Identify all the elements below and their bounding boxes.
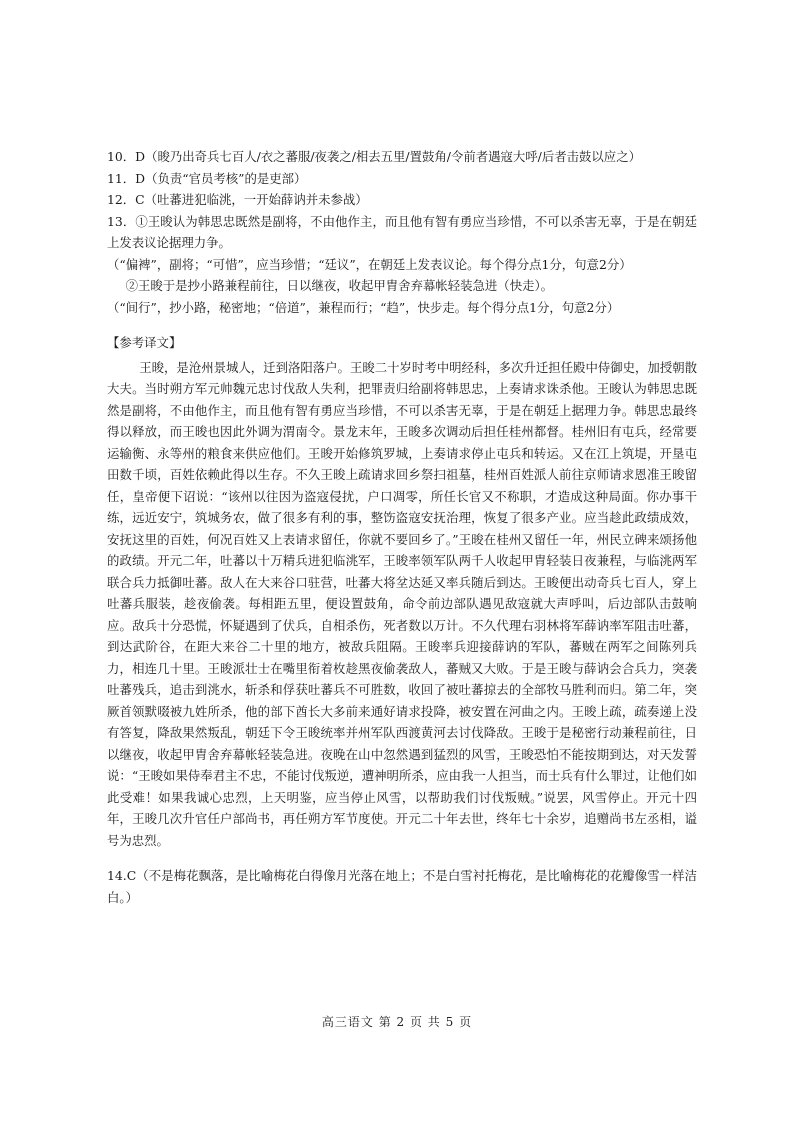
answer-q10: 10．D（晙乃出奇兵七百人/衣之蕃服/夜袭之/相去五里/置鼓角/令前者遇寇大呼/后者击鼓以应之） <box>107 149 641 164</box>
answer-q13-part2: ②王晙于是抄小路兼程前往，日以继夜，收起甲胄舍弃幕帐轻装急进（快走）。 <box>125 278 554 293</box>
answer-q13-part1-note: （“偏裨”，副将；“可惜”，应当珍惜；“廷议”，在朝廷上发表议论。每个得分点1分，句意2分） <box>107 256 632 272</box>
translation-heading: 【参考译文】 <box>107 335 182 350</box>
page-footer: 高三语文 第 2 页 共 5 页 <box>321 1015 473 1029</box>
answer-q13-part2-note: （“间行”，抄小路，秘密地；“倍道”，兼程而行；“趋”，快步走。每个得分点1分，句意2分） <box>107 299 620 315</box>
document-page <box>107 146 697 908</box>
translation-body: 王晙，是沧州景城人，迁到洛阳落户。王晙二十岁时考中明经科，多次升迁担任殿中侍御史，加授朝散大夫。当时朔方军元帅魏元忠讨伐敌人失利，把罪责归给副将韩思忠，上奏请求诛杀他。王晙认为韩思忠既然是副将，不由他作主，而且他有智有勇应当珍惜，不可以杀害无辜，于是在朝廷上据理力争。韩思忠最终得以释放，而王晙也因此外调为渭南令。景龙末年，王晙多次调动后担任桂州都督。桂州旧有屯兵，经常要运输衡、永等州的粮食来供应他们。王晙开始修筑罗城，上奏请求停止屯兵和转运。又在江上筑堤，开垦屯田数千顷，百姓依赖此得以生存。不久王晙上疏请求回乡祭扫祖墓，桂州百姓派人前往京师请求恩准王晙留任，皇帝便下诏说：“该州以往因为盗寇侵扰，户口凋零，所任长官又不称职，才造成这种局面。你办事干练，远近安宁，筑城务农，做了很多有利的事，整饬盗寇安抚治理，恢复了很多产业。应当趁此政绩成效，安抚这里的百姓，何况百姓又上表请求留任，你就不要回乡了。”王晙在桂州又留任一年，州民立碑来颂扬他的政绩。开元二年，吐蕃以十万精兵进犯临洮军，王晙率领军队两千人收起甲胄轻装日夜兼程，与临洮两军联合兵力抵御吐蕃。敌人在大来谷口驻营，吐蕃大将坌达延又率兵随后到达。王晙便出动奇兵七百人，穿上吐蕃兵服装，趁夜偷袭。每相距五里，便设置鼓角，命令前边部队遇见敌寇就大声呼叫，后边部队击鼓响应。敌兵十分恐慌，怀疑遇到了伏兵，自相杀伤，死者数以万计。不久代理右羽林将军薛讷率军阻击吐蕃，到达武阶谷，在距大来谷二十里的地方，被敌兵阻隔。王晙率兵迎接薛讷的军队，蕃贼在两军之间陈列兵力，相连几十里。王晙派壮士在嘴里衔着枚趁黑夜偷袭敌人，蕃贼又大败。于是王晙与薛讷会合兵力，突袭吐蕃残兵，追击到洮水，斩杀和俘获吐蕃兵不可胜数，收回了被吐蕃掠去的全部牧马胜利而归。第二年，突厥首领默啜被九姓所杀，他的部下酋长大多前来通好请求投降，被安置在河曲之内。王晙上疏，疏奏递上没有答复，降敌果然叛乱，朝廷下令王晙统率并州军队西渡黄河去讨伐降敌。王晙于是秘密行动兼程前往，日以继夜，收起甲胄舍弃幕帐轻装急进。夜晚在山中忽然遇到猛烈的风雪，王晙恐怕不能按期到达，对天发誓说：“王晙如果侍奉君主不忠，不能讨伐叛逆，遭神明所杀，应由我一人担当，而士兵有什么罪过，让他们如此受难！如果我诚心忠烈，上天明鉴，应当停止风雪，以帮助我们讨伐叛贼。”说罢，风雪停止。开元十四年，王晙几次升官任户部尚书，再任朔方军节度使。开元二十年去世，终年七十余岁，追赠尚书左丞相，谥号为忠烈。 <box>107 359 697 848</box>
answer-q14: 14.C（不是梅花飘落，是比喻梅花白得像月光落在地上；不是白雪衬托梅花，是比喻梅花的花瓣像雪一样洁白。） <box>107 868 697 905</box>
answer-q13-part1: 13．①王晙认为韩思忠既然是副将，不由他作主，而且他有智有勇应当珍惜，不可以杀害无辜，于是在朝廷上发表议论据理力争。 <box>107 213 697 250</box>
answer-q11: 11．D（负责“官员考核”的是吏部） <box>107 170 307 186</box>
answer-q12: 12．C（吐蕃进犯临洮，一开始薛讷并未参战） <box>107 192 368 207</box>
